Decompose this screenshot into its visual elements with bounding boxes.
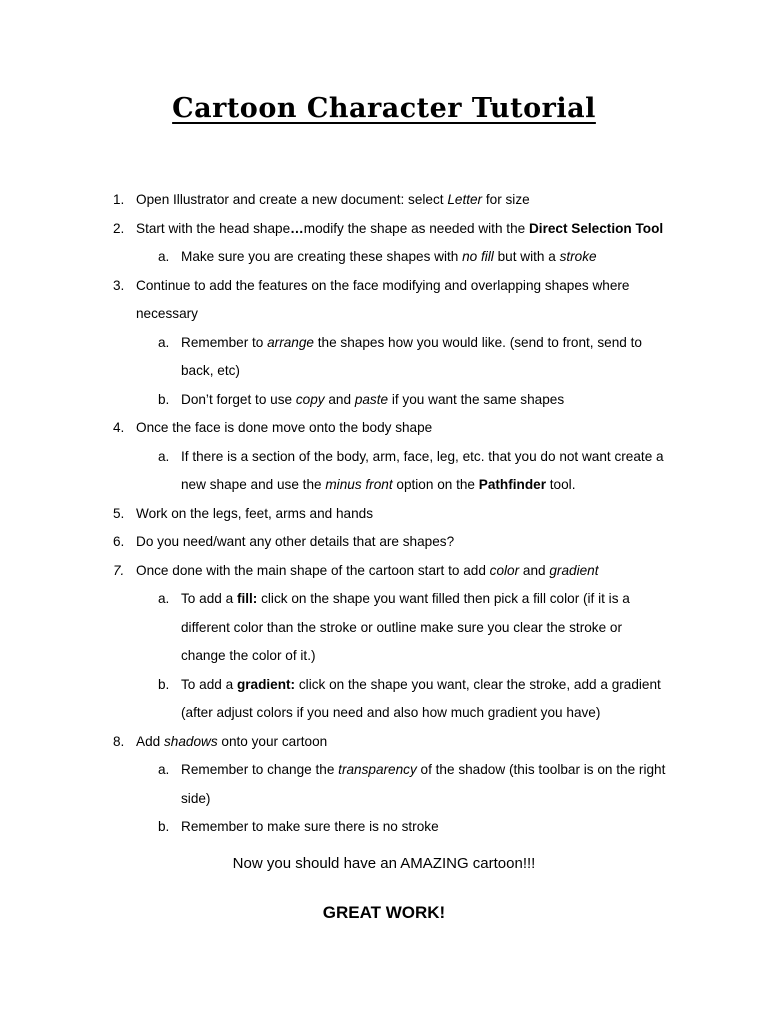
text-segment: new shape and use the bbox=[181, 477, 326, 492]
step-text bbox=[181, 699, 600, 728]
sub-step-letter: b. bbox=[158, 391, 170, 407]
text-segment: and bbox=[324, 391, 355, 407]
text-segment: To add a bbox=[181, 591, 237, 606]
text-segment: click on the shape you want filled then pick a fill color (if it is a bbox=[257, 591, 630, 606]
step-text bbox=[181, 785, 210, 814]
great-work-message: GREAT WORK! bbox=[322, 903, 446, 922]
text-segment: onto your cartoon bbox=[217, 733, 328, 749]
step-text bbox=[136, 300, 198, 329]
step-line bbox=[0, 500, 768, 529]
italic-term: transparency bbox=[338, 762, 417, 777]
step-line bbox=[0, 215, 768, 244]
italic-term: paste bbox=[354, 391, 389, 407]
sub-step-letter: b. bbox=[158, 676, 170, 692]
step-text bbox=[136, 500, 373, 529]
step-line bbox=[0, 300, 768, 329]
italic-term: copy bbox=[295, 391, 325, 407]
text-segment: option on the bbox=[392, 477, 479, 492]
sub-step-line bbox=[0, 243, 768, 272]
text-segment: Continue to add the features on the face modifying and overlapping shapes where bbox=[136, 277, 630, 293]
text-segment: Once the face is done move onto the body shape bbox=[136, 420, 433, 435]
step-text bbox=[181, 671, 661, 700]
step-number: 8. bbox=[113, 733, 125, 749]
sub-step-letter: a. bbox=[158, 762, 170, 777]
closing-message: Now you should have an AMAZING cartoon!!! bbox=[232, 855, 536, 872]
step-text bbox=[181, 614, 622, 643]
step-text bbox=[136, 215, 663, 244]
bold-term: Pathfinder bbox=[478, 477, 546, 492]
italic-term: gradient bbox=[549, 562, 599, 578]
text-segment: back, etc) bbox=[181, 363, 240, 378]
sub-step-line bbox=[0, 642, 768, 671]
text-segment: change the color of it.) bbox=[181, 648, 316, 663]
italic-term: arrange bbox=[267, 334, 314, 350]
text-segment: Once done with the main shape of the cartoon start to add bbox=[136, 562, 490, 578]
italic-term: stroke bbox=[559, 249, 597, 264]
step-text bbox=[181, 471, 575, 500]
step-text bbox=[181, 329, 642, 358]
text-segment: If there is a section of the body, arm, face, leg, etc. that you do not want create a bbox=[181, 448, 664, 464]
sub-step-letter: a. bbox=[158, 249, 170, 264]
step-text bbox=[136, 272, 629, 301]
sub-step-letter: a. bbox=[158, 334, 170, 350]
step-line bbox=[0, 272, 768, 301]
text-segment: for size bbox=[482, 192, 530, 207]
step-line bbox=[0, 414, 768, 443]
step-text bbox=[136, 557, 599, 586]
text-segment: and bbox=[519, 562, 550, 578]
sub-step-line bbox=[0, 756, 768, 785]
step-text bbox=[136, 728, 327, 757]
text-segment: Don’t forget to use bbox=[181, 391, 296, 407]
text-segment: Make sure you are creating these shapes with bbox=[181, 249, 463, 264]
sub-step-line bbox=[0, 357, 768, 386]
italic-term: shadows bbox=[163, 733, 218, 749]
text-segment: Do you need/want any other details that are shapes? bbox=[136, 534, 455, 549]
step-text bbox=[181, 813, 439, 842]
text-segment: necessary bbox=[136, 306, 198, 321]
sub-step-line bbox=[0, 671, 768, 700]
text-segment: Open Illustrator and create a new document: select bbox=[136, 192, 448, 207]
step-text bbox=[181, 386, 564, 415]
text-segment: To add a bbox=[181, 676, 237, 692]
text-segment: Remember to bbox=[181, 334, 268, 350]
step-text bbox=[181, 243, 597, 272]
text-segment: Add bbox=[136, 733, 164, 749]
step-text bbox=[181, 443, 664, 472]
sub-step-line bbox=[0, 614, 768, 643]
step-number: 6. bbox=[113, 534, 125, 549]
step-line bbox=[0, 186, 768, 215]
text-segment: Remember to make sure there is no stroke bbox=[181, 819, 439, 834]
text-segment: different color than the stroke or outline make sure you clear the stroke or bbox=[181, 619, 623, 635]
italic-term: color bbox=[489, 562, 520, 578]
sub-step-line bbox=[0, 443, 768, 472]
text-segment: of the shadow (this toolbar is on the right bbox=[416, 762, 666, 777]
step-text bbox=[181, 756, 665, 785]
step-number: 1. bbox=[113, 192, 125, 207]
sub-step-line bbox=[0, 785, 768, 814]
text-segment: (after adjust colors if you need and also how much gradient you have) bbox=[181, 705, 601, 720]
step-number: 4. bbox=[113, 420, 125, 435]
step-line bbox=[0, 528, 768, 557]
bold-term: … bbox=[290, 220, 304, 236]
text-segment: modify the shape as needed with the bbox=[303, 220, 529, 236]
italic-term: no fill bbox=[462, 249, 494, 264]
step-number: 5. bbox=[113, 505, 125, 521]
step-line bbox=[0, 728, 768, 757]
text-segment: Work on the legs, feet, arms and hands bbox=[136, 505, 374, 521]
step-text bbox=[136, 186, 530, 215]
text-segment: Start with the head shape bbox=[136, 220, 291, 236]
sub-step-line bbox=[0, 329, 768, 358]
italic-term: minus front bbox=[325, 477, 393, 492]
text-segment: click on the shape you want, clear the stroke, add a gradient bbox=[295, 676, 661, 692]
step-text bbox=[181, 585, 630, 614]
sub-step-line bbox=[0, 386, 768, 415]
step-line bbox=[0, 557, 768, 586]
step-number: 2. bbox=[113, 220, 125, 236]
bold-term: fill: bbox=[236, 591, 258, 606]
page-title: Cartoon Character Tutorial bbox=[172, 93, 596, 124]
text-segment: the shapes how you would like. (send to front, send to bbox=[313, 334, 642, 350]
sub-step-letter: b. bbox=[158, 819, 170, 834]
text-segment: side) bbox=[181, 790, 211, 806]
text-segment: but with a bbox=[493, 249, 560, 264]
step-text bbox=[136, 414, 432, 443]
bold-term: Direct Selection Tool bbox=[528, 220, 664, 236]
step-number: 3. bbox=[113, 277, 125, 293]
sub-step-line bbox=[0, 471, 768, 500]
step-text bbox=[136, 528, 454, 557]
bold-term: gradient: bbox=[236, 676, 296, 692]
sub-step-line bbox=[0, 585, 768, 614]
sub-step-letter: a. bbox=[158, 591, 170, 606]
text-segment: Remember to change the bbox=[181, 762, 339, 777]
step-text bbox=[181, 642, 316, 671]
sub-step-line bbox=[0, 813, 768, 842]
text-segment: if you want the same shapes bbox=[388, 391, 565, 407]
sub-step-line bbox=[0, 699, 768, 728]
italic-term: Letter bbox=[447, 192, 483, 207]
text-segment: tool. bbox=[546, 477, 576, 492]
step-number: 7. bbox=[113, 562, 125, 578]
sub-step-letter: a. bbox=[158, 448, 170, 464]
step-text bbox=[181, 357, 240, 386]
instruction-list bbox=[0, 186, 768, 842]
